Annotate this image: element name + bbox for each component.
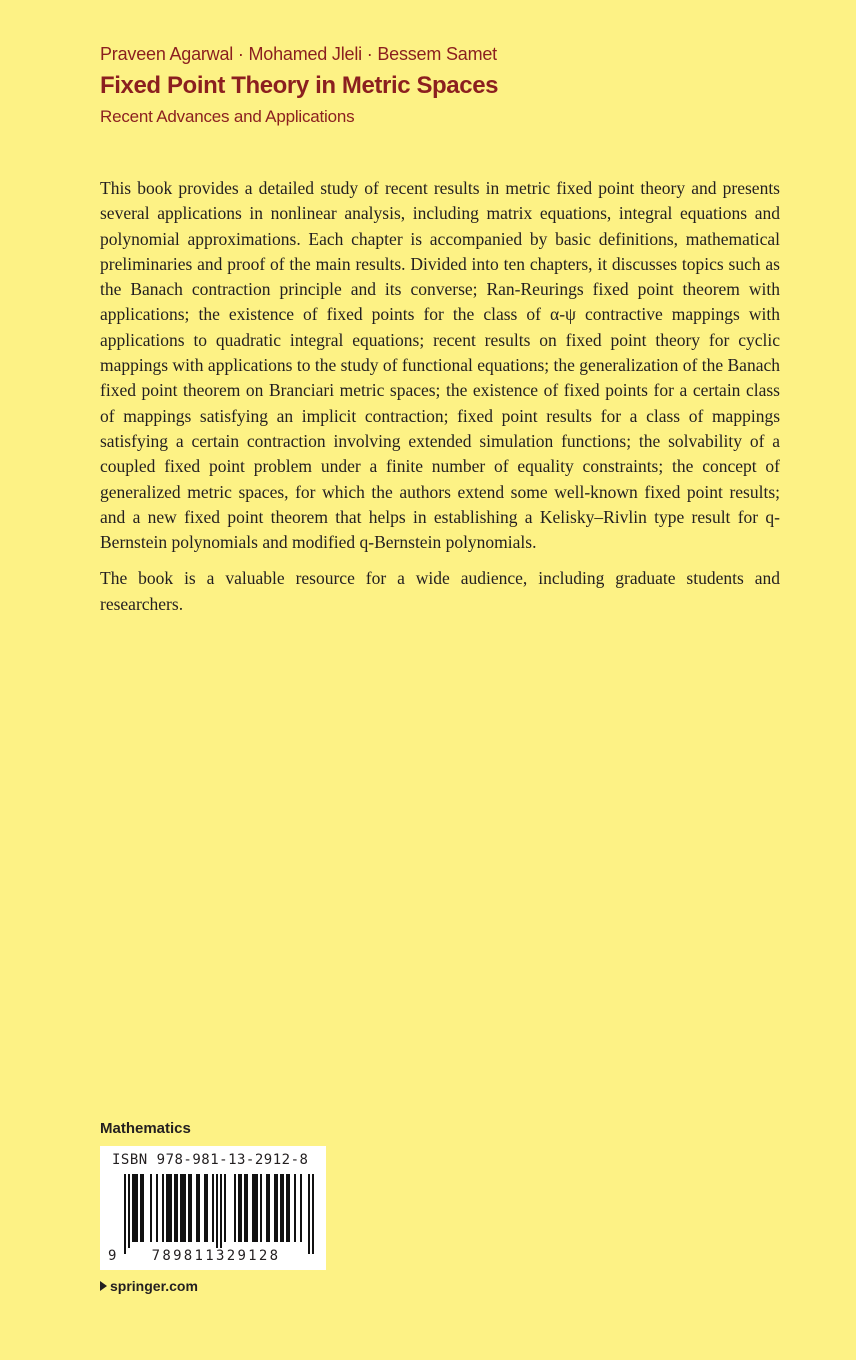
barcode-bar: [216, 1174, 218, 1254]
barcode-bar: [212, 1174, 214, 1242]
barcode-bar: [140, 1174, 142, 1242]
barcode-bar: [184, 1174, 186, 1242]
barcode-bar: [182, 1174, 184, 1242]
barcode-bar: [206, 1174, 208, 1242]
book-title: Fixed Point Theory in Metric Spaces: [100, 72, 499, 99]
barcode-bar: [156, 1174, 158, 1242]
barcode-bar: [132, 1174, 134, 1242]
barcode-bar: [276, 1174, 278, 1242]
barcode-bar: [224, 1174, 226, 1242]
barcode-bar: [188, 1174, 190, 1242]
barcode-bar: [240, 1174, 242, 1242]
blurb-paragraph: This book provides a detailed study of recent results in metric fixed point theory and presents several applications in nonlinear analysis, including matrix equations, integral equations and polynomial approximations. Each chapter is accompanied by basic definitions, mathematical preliminaries and proof of the main results. Divided into ten chapters, it discusses topics such as the Banach contraction principle and its converse; Ran-Reurings fixed point theorem with applications; the existence of fixed points for the class of α-ψ contractive mappings with applications to quadratic integral equations; recent results on fixed point theory for cyclic mappings with applications to the study of functional equations; the generalization of the Banach fixed point theorem on Branciari metric spaces; the existence of fixed points for a certain class of mappings satisfying an implicit contraction; fixed point results for a class of mappings satisfying a certain contraction involving extended simulation functions; the solvability of a coupled fixed point problem under a finite number of equality constraints; the concept of generalized metric spaces, for which the authors extend some well-known fixed point results; and a new fixed point theorem that helps in establishing a Kelisky–Rivlin type result for q-Bernstein polynomials and modified q-Bernstein polynomials.: [100, 178, 780, 553]
barcode-bar: [274, 1174, 276, 1242]
barcode-bar: [268, 1174, 270, 1242]
barcode-bar: [246, 1174, 248, 1242]
barcode-bar: [312, 1174, 314, 1254]
authors: Praveen Agarwal · Mohamed Jleli · Bessem Samet: [100, 44, 497, 64]
barcode: [100, 1146, 326, 1270]
website-label: springer.com: [110, 1278, 198, 1294]
barcode-bar: [244, 1174, 246, 1242]
barcode-bar: [142, 1174, 144, 1242]
blurb: [100, 176, 780, 628]
barcode-bar: [162, 1174, 164, 1242]
barcode-bar: [196, 1174, 198, 1242]
barcode-bar: [308, 1174, 310, 1254]
barcode-bar: [280, 1174, 282, 1242]
book-subtitle: Recent Advances and Applications: [100, 107, 355, 126]
barcode-bar: [124, 1174, 126, 1254]
barcode-bar: [128, 1174, 130, 1254]
barcode-bar: [174, 1174, 176, 1242]
barcode-bar: [238, 1174, 240, 1242]
barcode-bar: [150, 1174, 152, 1242]
barcode-bar: [288, 1174, 290, 1242]
arrow-right-icon: [100, 1281, 107, 1291]
barcode-digits: 789811329128: [128, 1248, 304, 1264]
barcode-bar: [190, 1174, 192, 1242]
barcode-bar: [282, 1174, 284, 1242]
barcode-bar: [286, 1174, 288, 1242]
subject-label: Mathematics: [100, 1120, 191, 1137]
barcode-bar: [180, 1174, 182, 1242]
barcode-bar: [300, 1174, 302, 1242]
isbn-label: ISBN 978-981-13-2912-8: [112, 1152, 309, 1168]
barcode-bar: [136, 1174, 138, 1242]
barcode-bar: [234, 1174, 236, 1242]
barcode-first-digit: 9: [108, 1248, 117, 1264]
barcode-bar: [256, 1174, 258, 1242]
barcode-bar: [168, 1174, 170, 1242]
barcode-bar: [176, 1174, 178, 1242]
barcode-bar: [260, 1174, 262, 1242]
barcode-bar: [294, 1174, 296, 1242]
barcode-bar: [252, 1174, 254, 1242]
barcode-bar: [198, 1174, 200, 1242]
barcode-bar: [254, 1174, 256, 1242]
barcode-bar: [266, 1174, 268, 1242]
website-link[interactable]: [100, 1278, 198, 1294]
barcode-bar: [170, 1174, 172, 1242]
blurb-paragraph: The book is a valuable resource for a wide audience, including graduate students and researchers.: [100, 568, 780, 614]
barcode-bar: [166, 1174, 168, 1242]
barcode-bar: [134, 1174, 136, 1242]
barcode-bar: [220, 1174, 222, 1254]
barcode-bar: [204, 1174, 206, 1242]
